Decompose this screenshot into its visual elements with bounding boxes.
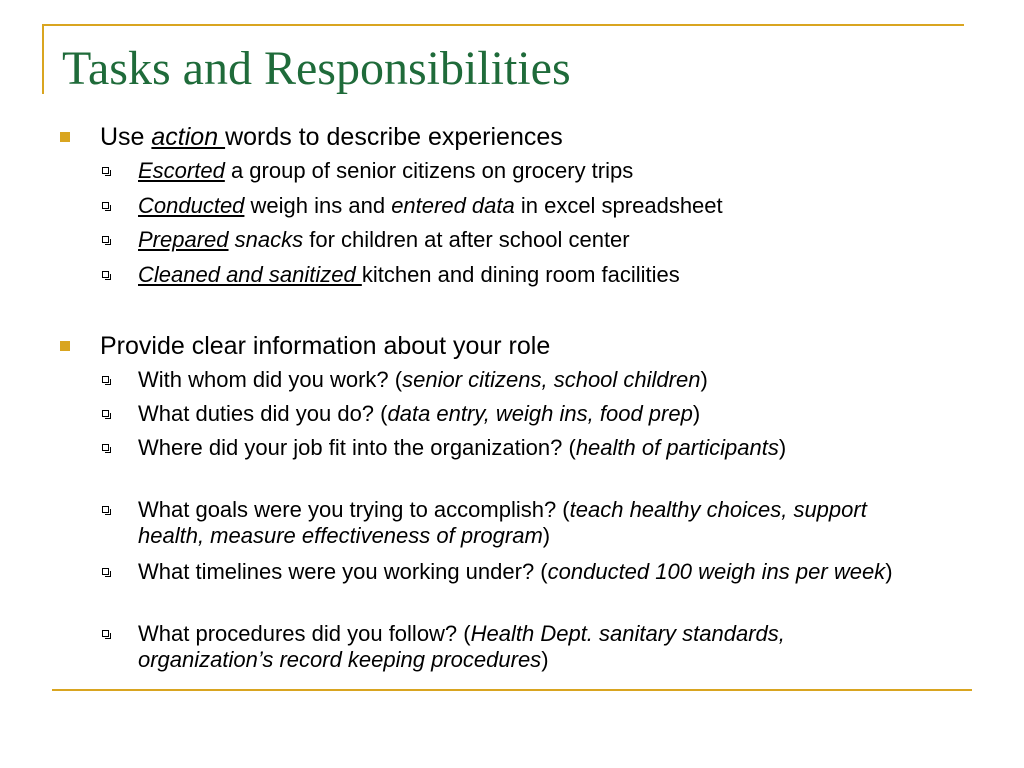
list-item: Escorted a group of senior citizens on grocery trips — [138, 158, 958, 184]
frame-bottom-rule — [52, 689, 972, 691]
section-1-heading: Use action words to describe experiences — [100, 123, 563, 151]
list-item: What goals were you trying to accomplish? (teach healthy choices, support health, measure effectiveness of program) — [138, 497, 918, 549]
checkbox-bullet-icon — [102, 376, 109, 383]
list-item: Cleaned and sanitized kitchen and dining room facilities — [138, 262, 958, 288]
square-bullet-icon — [60, 341, 70, 351]
checkbox-bullet-icon — [102, 236, 109, 243]
list-item: With whom did you work? (senior citizens, school children) — [138, 367, 958, 393]
list-item: Where did your job fit into the organization? (health of participants) — [138, 435, 838, 461]
square-bullet-icon — [60, 132, 70, 142]
frame-top-rule — [42, 24, 964, 26]
list-item: Prepared snacks for children at after school center — [138, 227, 958, 253]
checkbox-bullet-icon — [102, 410, 109, 417]
slide-title: Tasks and Responsibilities — [62, 42, 571, 95]
checkbox-bullet-icon — [102, 202, 109, 209]
checkbox-bullet-icon — [102, 630, 109, 637]
frame-left-rule — [42, 24, 44, 94]
checkbox-bullet-icon — [102, 506, 109, 513]
list-item: What timelines were you working under? (conducted 100 weigh ins per week) — [138, 559, 958, 585]
list-item: What duties did you do? (data entry, weigh ins, food prep) — [138, 401, 958, 427]
checkbox-bullet-icon — [102, 167, 109, 174]
list-item: What procedures did you follow? (Health Dept. sanitary standards, organization’s record keeping procedures) — [138, 621, 858, 673]
checkbox-bullet-icon — [102, 444, 109, 451]
checkbox-bullet-icon — [102, 568, 109, 575]
section-2-heading: Provide clear information about your role — [100, 332, 550, 360]
list-item: Conducted weigh ins and entered data in excel spreadsheet — [138, 193, 958, 219]
checkbox-bullet-icon — [102, 271, 109, 278]
